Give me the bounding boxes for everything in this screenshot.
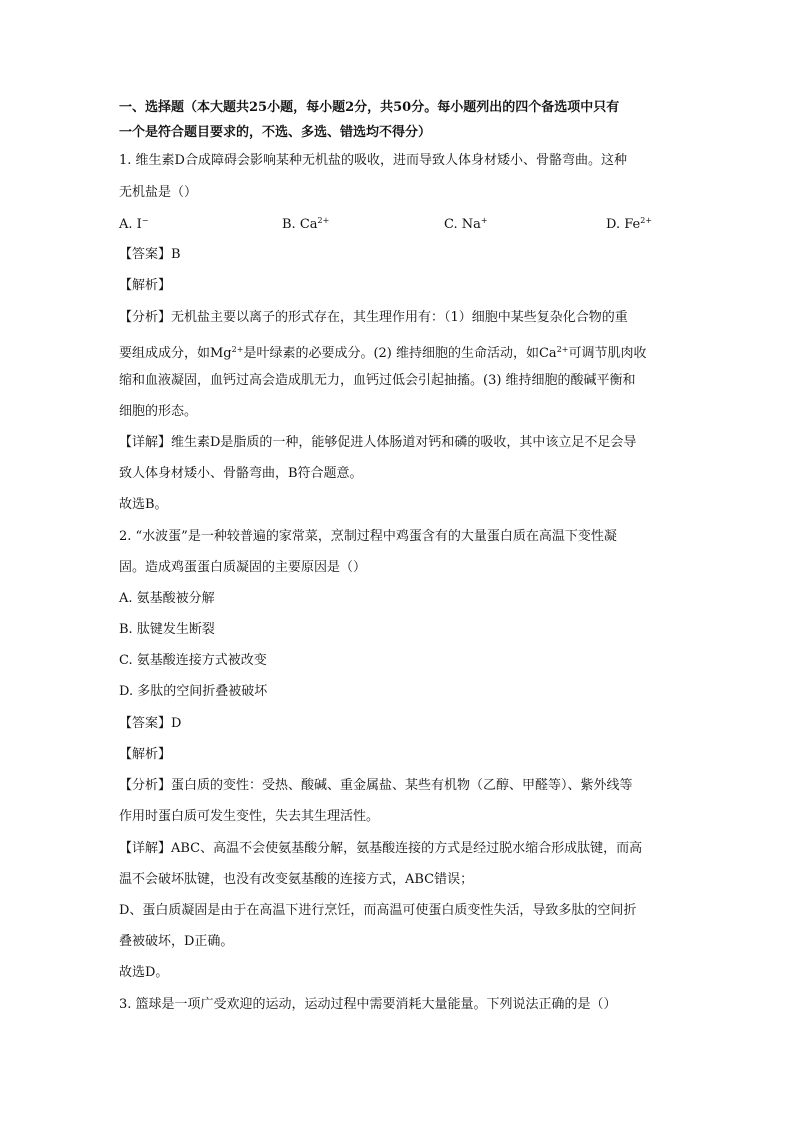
q1-analysis-label: 【解析】 [119, 278, 172, 293]
q1-answer: 【答案】B [119, 247, 181, 262]
q2-xiangjie-line-1: 【详解】ABC、高温不会使氨基酸分解，氨基酸连接的方式是经过脱水缩合形成肽键，而高 [119, 841, 643, 856]
q2-fenxi-line-1: 【分析】蛋白质的变性：受热、酸碱、重金属盐、某些有机物（乙醇、甲醛等）、紫外线等 [119, 778, 633, 793]
q1-fenxi-line-1: 【分析】无机盐主要以离子的形式存在，其生理作用有：（1）细胞中某些复杂化合物的重 [119, 310, 628, 325]
q2-xiangjie-line-4: 叠被破坏，D正确。 [119, 934, 234, 949]
q1-conclusion: 故选B。 [119, 497, 168, 512]
q1-xiangjie-line-1: 【详解】维生素D是脂质的一种，能够促进人体肠道对钙和磷的吸收，其中该立足不足会导 [119, 435, 637, 450]
q2-conclusion: 故选D。 [119, 965, 169, 980]
section-heading-line-2: 一个是符合题目要求的，不选、多选、错选均不得分） [119, 125, 432, 140]
q2-option-b: B. 肽键发生断裂 [119, 622, 215, 637]
q1-stem-line-2: 无机盐是（） [119, 185, 198, 200]
q2-answer: 【答案】D [119, 716, 182, 731]
q2-stem-line-1: 2. “水波蛋”是一种较普遍的家常菜，烹制过程中鸡蛋含有的大量蛋白质在高温下变性凝 [119, 529, 617, 544]
q2-fenxi-line-2: 作用时蛋白质可发生变性，失去其生理活性。 [119, 809, 380, 824]
q2-xiangjie-line-2: 温不会破坏肽键，也没有改变氨基酸的连接方式，ABC错误； [119, 872, 474, 887]
q3-stem-line-1: 3. 篮球是一项广受欢迎的运动，运动过程中需要消耗大量能量。下列说法正确的是（） [119, 997, 617, 1012]
section-heading-line-1: 一、选择题（本大题共25小题，每小题2分，共50分。每小题列出的四个备选项中只有 [119, 100, 620, 115]
q2-option-c: C. 氨基酸连接方式被改变 [119, 653, 267, 668]
q2-analysis-label: 【解析】 [119, 747, 172, 762]
q2-option-d: D. 多肽的空间折叠被破坏 [119, 684, 268, 699]
q1-option-a: A. I− [119, 216, 149, 232]
q1-stem-line-1: 1. 维生素D合成障碍会影响某种无机盐的吸收，进而导致人体身材矮小、骨骼弯曲。这种 [119, 153, 627, 168]
q2-option-a: A. 氨基酸被分解 [119, 591, 215, 606]
q1-fenxi-line-2: 要组成成分，如$Mg^{2+}$是叶绿素的必要成分。(2) 维持细胞的生命活动，如$Ca^{2+}$可调节肌肉收 [119, 345, 647, 361]
q1-option-b: B. $Ca^{2+}$ [282, 216, 330, 232]
q1-xiangjie-line-2: 致人体身材矮小、骨骼弯曲，B符合题意。 [119, 466, 363, 481]
q1-option-d: D. $Fe^{2+}$ [606, 216, 653, 232]
q1-fenxi-line-3: 缩和血液凝固，血钙过高会造成肌无力，血钙过低会引起抽搐。(3) 维持细胞的酸碱平衡和 [119, 373, 636, 388]
q2-xiangjie-line-3: D、蛋白质凝固是由于在高温下进行烹饪，而高温可使蛋白质变性失活，导致多肽的空间折 [119, 903, 637, 918]
q1-fenxi-line-4: 细胞的形态。 [119, 404, 198, 419]
q1-option-c: C. Na+ [444, 216, 488, 232]
q2-stem-line-2: 固。造成鸡蛋蛋白质凝固的主要原因是（） [119, 560, 367, 575]
